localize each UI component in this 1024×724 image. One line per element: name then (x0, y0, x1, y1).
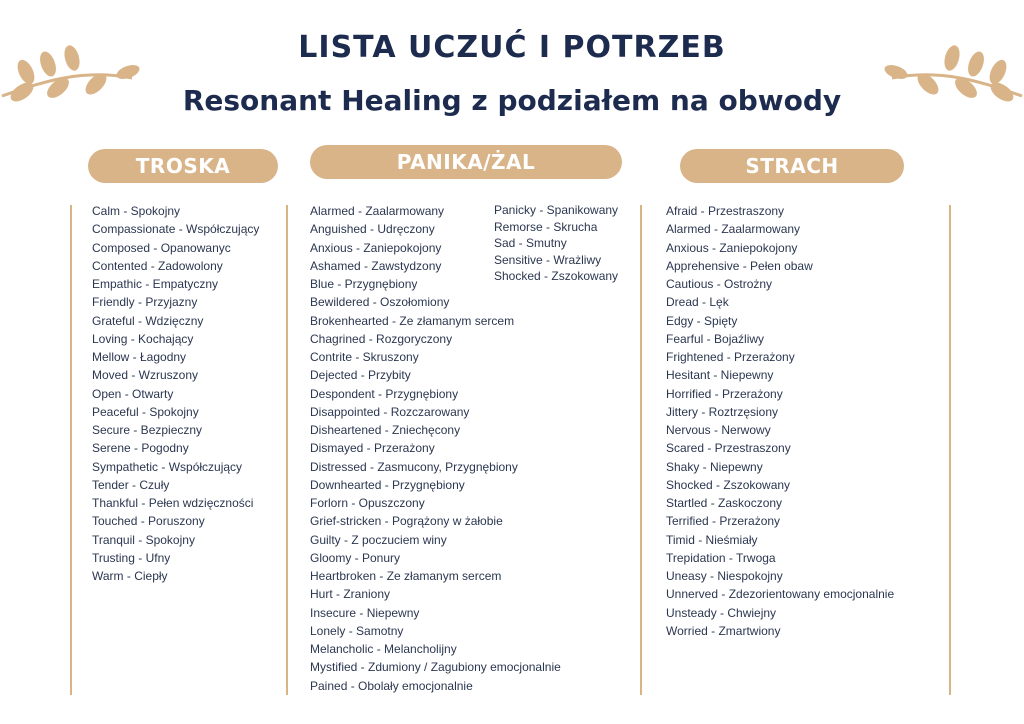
list-item: Trusting - Ufny (92, 550, 171, 565)
list-item: Cautious - Ostrożny (666, 277, 773, 291)
list-item: Guilty - Z poczuciem winy (310, 532, 447, 547)
column-header-troska: TROSKA (88, 149, 278, 183)
list-item: Edgy - Spięty (666, 313, 738, 328)
list-item: Disappointed - Rozczarowany (310, 404, 470, 419)
column-header-panika-zal: PANIKA/ŻAL (310, 145, 622, 179)
list-item: Terrified - Przerażony (666, 514, 781, 529)
list-item: Bewildered - Oszołomiony (310, 295, 450, 310)
page-subtitle: Resonant Healing z podziałem na obwody (182, 84, 842, 117)
list-item: Shocked - Zszokowany (494, 269, 619, 283)
list-item: Worried - Zmartwiony (666, 623, 781, 638)
list-item: Thankful - Pełen wdzięczności (92, 496, 254, 510)
list-item: Open - Otwarty (92, 386, 174, 401)
list-item: Brokenhearted - Ze złamanym sercem (310, 313, 515, 328)
list-item: Chagrined - Rozgoryczony (310, 331, 453, 346)
list-item: Gloomy - Ponury (310, 550, 401, 565)
strach-list (666, 202, 894, 640)
column-header-strach: STRACH (680, 149, 904, 183)
list-item: Alarmed - Zaalarmowany (666, 222, 801, 237)
list-item: Anxious - Zaniepokojony (666, 240, 798, 255)
troska-list (92, 202, 259, 585)
list-item: Secure - Bezpieczny (92, 423, 203, 437)
list-item: Dread - Lęk (666, 295, 729, 310)
list-item: Composed - Opanowanyc (92, 240, 231, 255)
list-item: Tranquil - Spokojny (92, 532, 195, 547)
list-item: Forlorn - Opuszczony (310, 496, 425, 510)
list-item: Jittery - Roztrzęsiony (666, 404, 779, 419)
divider-line (70, 205, 72, 695)
list-item: Lonely - Samotny (310, 623, 404, 638)
divider-line (286, 205, 288, 695)
list-item: Uneasy - Niespokojny (666, 569, 783, 583)
list-item: Dejected - Przybity (310, 368, 411, 383)
list-item: Shocked - Zszokowany (666, 477, 791, 492)
list-item: Pained - Obolały emocjonalnie (310, 678, 473, 693)
list-item: Touched - Poruszony (92, 514, 205, 529)
list-item: Startled - Zaskoczony (666, 496, 783, 510)
list-item: Contrite - Skruszony (310, 350, 419, 364)
list-item: Peaceful - Spokojny (92, 404, 199, 419)
list-item: Warm - Ciepły (92, 569, 168, 583)
list-item: Distressed - Zasmucony, Przygnębiony (310, 459, 518, 474)
list-item: Blue - Przygnębiony (310, 277, 418, 291)
list-item: Hurt - Zraniony (310, 587, 391, 602)
list-item: Timid - Nieśmiały (666, 532, 758, 547)
list-item: Mellow - Łagodny (92, 350, 187, 364)
list-item: Fearful - Bojaźliwy (666, 331, 765, 346)
list-item: Apprehensive - Pełen obaw (666, 258, 813, 273)
list-item: Despondent - Przygnębiony (310, 386, 459, 401)
list-item: Anxious - Zaniepokojony (310, 240, 442, 255)
list-item: Dismayed - Przerażony (310, 441, 435, 456)
list-item: Scared - Przestraszony (666, 441, 791, 456)
list-item: Shaky - Niepewny (666, 459, 763, 474)
list-item: Sensitive - Wrażliwy (494, 252, 602, 267)
list-item: Hesitant - Niepewny (666, 368, 774, 383)
list-item: Calm - Spokojny (92, 204, 181, 218)
list-item: Afraid - Przestraszony (666, 204, 785, 218)
list-item: Contented - Zadowolony (92, 258, 223, 273)
list-item: Loving - Kochający (92, 331, 194, 346)
list-item: Anguished - Udręczony (310, 222, 435, 237)
list-item: Empathic - Empatyczny (92, 277, 219, 291)
list-item: Unsteady - Chwiejny (666, 605, 777, 620)
list-item: Tender - Czuły (92, 477, 170, 492)
list-item: Remorse - Skrucha (494, 219, 598, 234)
list-item: Melancholic - Melancholijny (310, 642, 457, 656)
divider-line (949, 205, 951, 695)
list-item: Unnerved - Zdezorientowany emocjonalnie (666, 587, 895, 602)
list-item: Friendly - Przyjazny (92, 295, 198, 310)
list-item: Trepidation - Trwoga (666, 550, 776, 565)
list-item: Frightened - Przerażony (666, 350, 795, 364)
list-item: Sympathetic - Współczujący (92, 459, 243, 474)
list-item: Serene - Pogodny (92, 441, 189, 456)
list-item: Nervous - Nerwowy (666, 423, 771, 437)
panika-zal-list-b (494, 202, 618, 285)
divider-line (640, 205, 642, 695)
list-item: Grateful - Wdzięczny (92, 313, 204, 328)
list-item: Insecure - Niepewny (310, 605, 420, 620)
list-item: Disheartened - Zniechęcony (310, 423, 461, 437)
list-item: Sad - Smutny (494, 236, 567, 250)
list-item: Compassionate - Współczujący (92, 222, 260, 237)
list-item: Heartbroken - Ze złamanym sercem (310, 569, 502, 583)
list-item: Alarmed - Zaalarmowany (310, 204, 445, 218)
list-item: Panicky - Spanikowany (494, 203, 619, 217)
list-item: Ashamed - Zawstydzony (310, 258, 442, 273)
list-item: Horrified - Przerażony (666, 386, 783, 401)
page-title: LISTA UCZUĆ I POTRZEB (298, 30, 726, 65)
list-item: Mystified - Zdumiony / Zagubiony emocjonalnie (310, 660, 561, 675)
list-item: Moved - Wzruszony (92, 368, 199, 383)
list-item: Grief-stricken - Pogrążony w żałobie (310, 514, 503, 529)
list-item: Downhearted - Przygnębiony (310, 477, 465, 492)
